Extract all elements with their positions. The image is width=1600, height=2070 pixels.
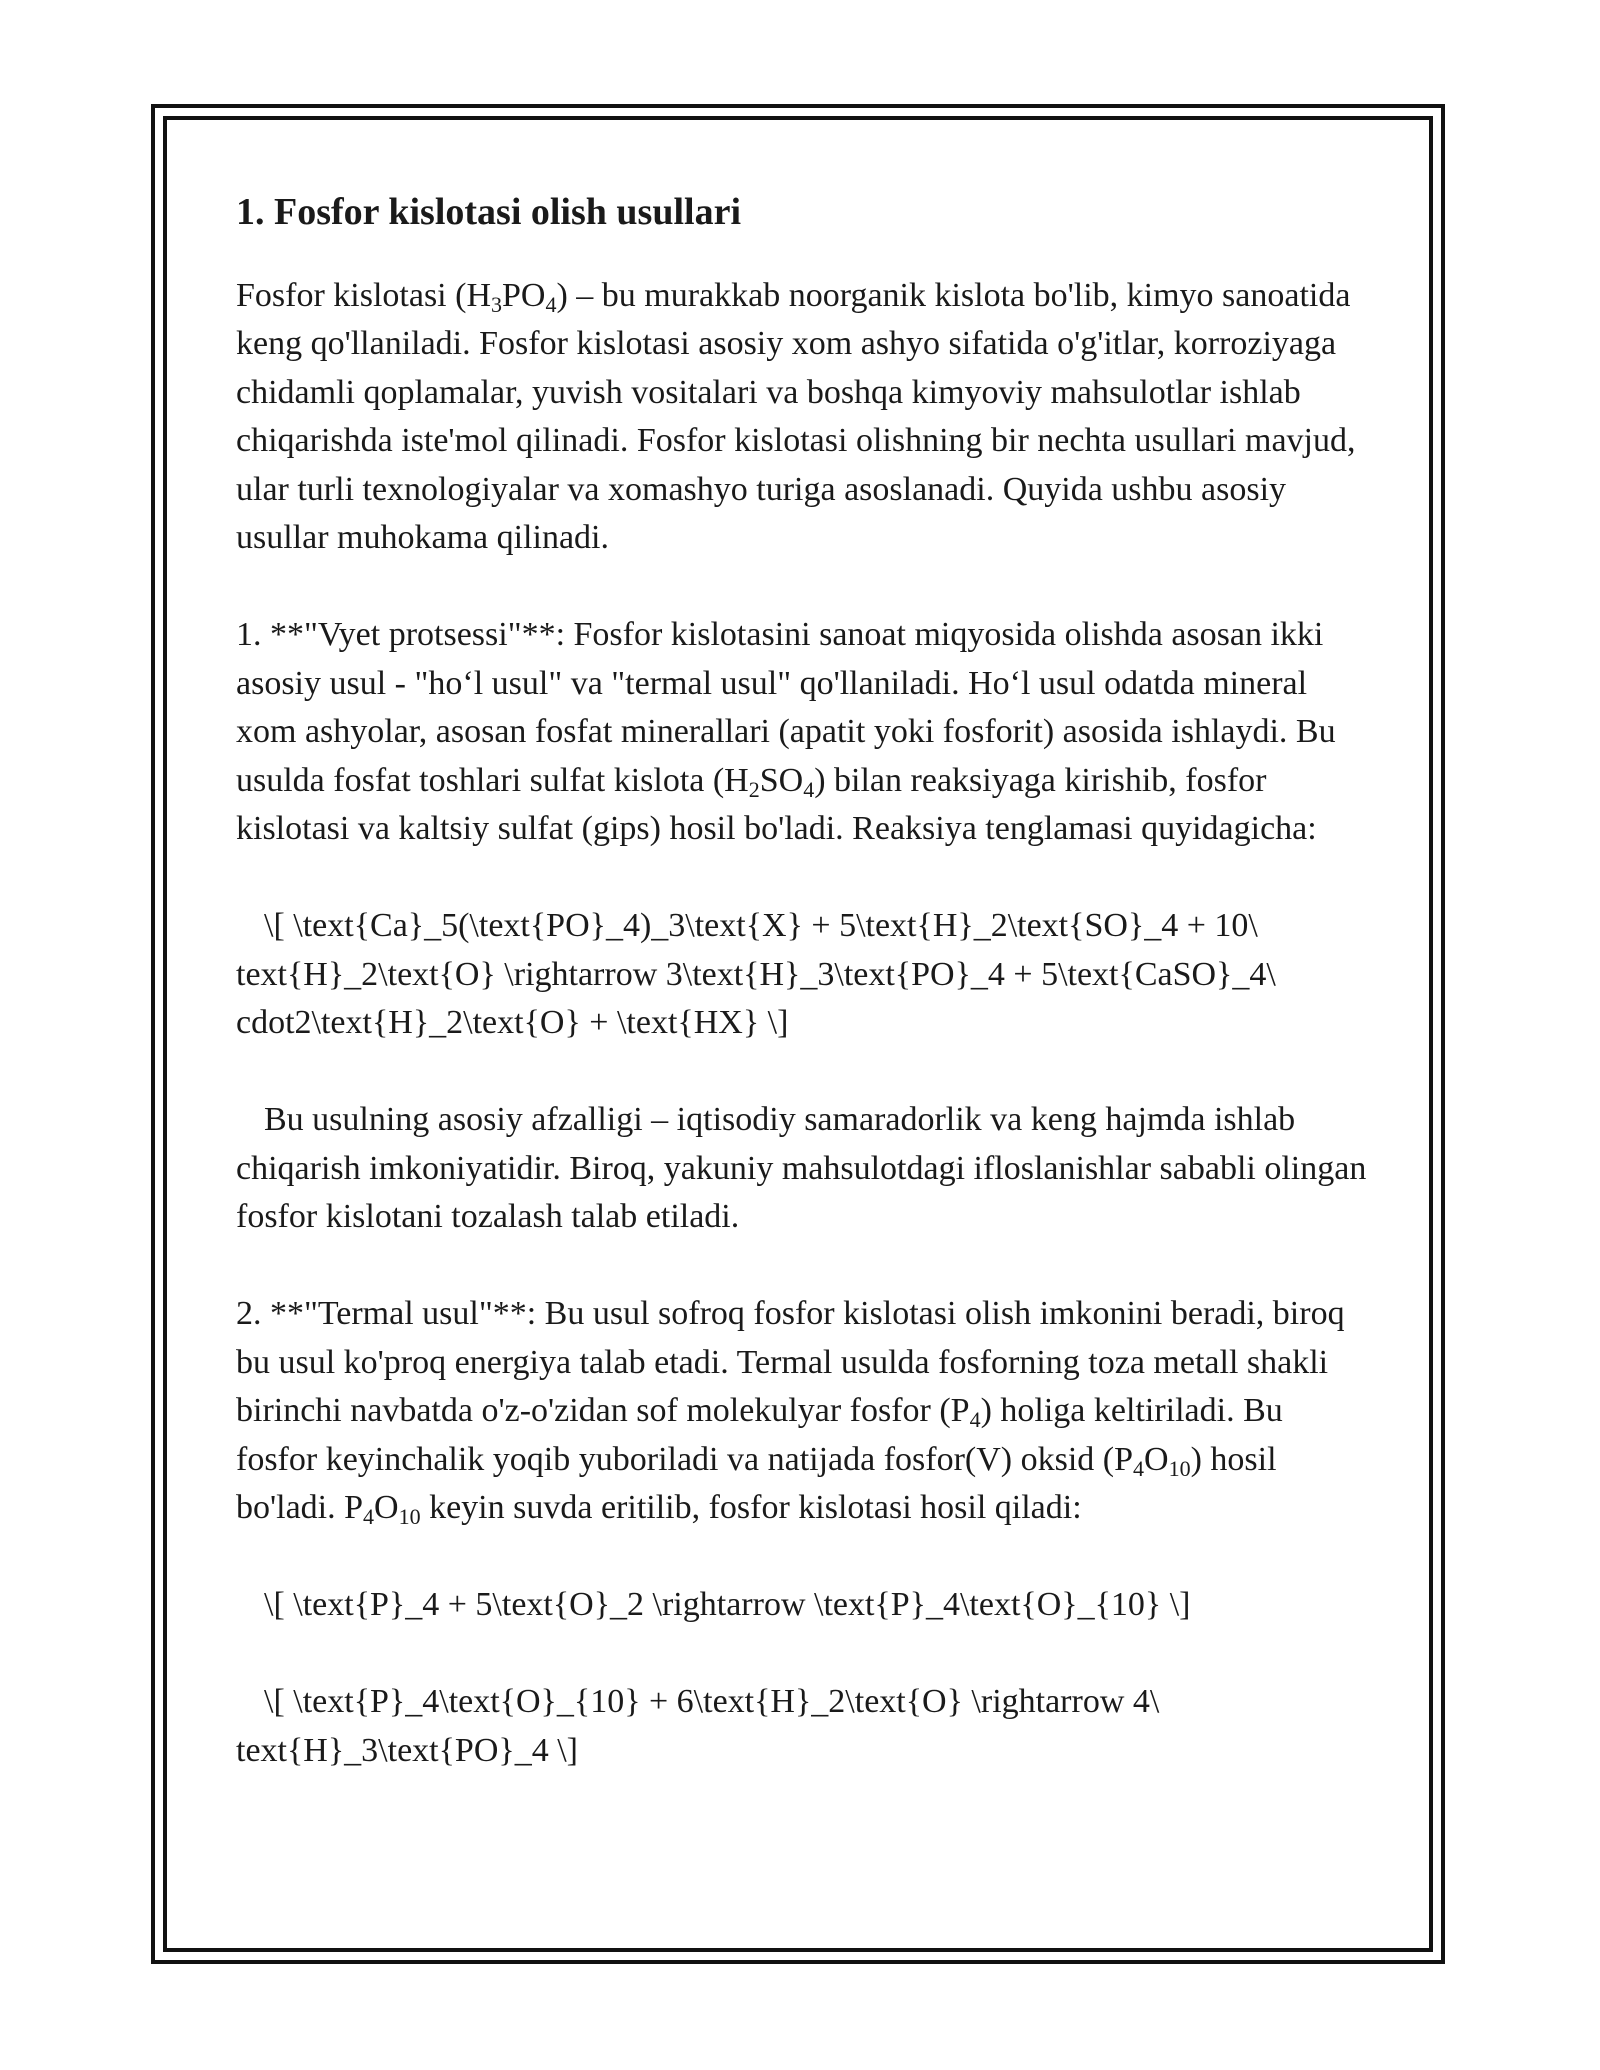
advantage-paragraph: Bu usulning asosiy afzalligi – iqtisodiy samaradorlik va keng hajmda ishlab chiqarish imkoniyatidir. Biroq, yakuniy mahsulotdagi ifloslanishlar sababli olingan fosfor kislotani tozalash talab etiladi. <box>236 1101 1367 1236</box>
intro-paragraph <box>236 272 1371 563</box>
method2-sub-4: 4 <box>363 1504 375 1530</box>
method2-text-c: ) hosil bo'ladi. P <box>236 1440 1277 1527</box>
method1-paragraph <box>236 611 1371 854</box>
method1-text-a: 1. **"Vyet protsessi"**: Fosfor kislotasini sanoat miqyosida olishda asosan ikki asosiy usul - "ho‘l usul" va "termal usul" qo'llaniladi. Ho‘l usul odatda mineral xom ashyolar, asosan fosfat minerallari (apatit yoki fosforit) asosida ishlaydi. Bu usulda fosfat toshlari sulfat kislota (H <box>236 616 1336 799</box>
method1-sub-2: 4 <box>803 776 815 802</box>
method2-formula-mid-1: O <box>1144 1440 1169 1478</box>
method2-paragraph <box>236 1290 1371 1533</box>
intro-text-a: Fosfor kislotasi (H <box>236 276 491 314</box>
method1-sub-1: 2 <box>748 776 760 802</box>
method2-sub-2: 4 <box>1133 1455 1145 1481</box>
method2-text-d: keyin suvda eritilib, fosfor kislotasi hosil qiladi: <box>420 1489 1082 1527</box>
method2-text-a: 2. **"Termal usul"**: Bu usul sofroq fosfor kislotasi olish imkonini beradi, biroq bu usul ko'proq energiya talab etadi. Termal usulda fosforning toza metall shakli birinchi navbatda o'z-o'zidan sof molekulyar fosfor (P <box>236 1295 1345 1430</box>
method2-sub-1: 4 <box>969 1407 981 1433</box>
equation-1: \[ \text{Ca}_5(\text{PO}_4)_3\text{X} + 5\text{H}_2\text{SO}_4 + 10\ text{H}_2\text{O} \rightarrow 3\text{H}_3\text{PO}_4 + 5\text{CaSO}_4\ cdot2\text{H}_2\text{O} + \text{HX} \] <box>236 907 1276 1042</box>
method2-text-b: ) holiga keltiriladi. Bu fosfor keyinchalik yoqib yuboriladi va natijada fosfor(V) oksid (P <box>236 1392 1283 1478</box>
intro-sub-1: 3 <box>491 291 502 317</box>
equation-2: \[ \text{P}_4 + 5\text{O}_2 \rightarrow \text{P}_4\text{O}_{10} \] <box>264 1586 1191 1624</box>
method2-formula-mid-2: O <box>374 1489 399 1527</box>
method2-sub-3: 10 <box>1168 1455 1191 1481</box>
method1-text-b: ) bilan reaksiyaga kirishib, fosfor kislotasi va kaltsiy sulfat (gips) hosil bo'ladi. Reaksiya tenglamasi quyidagicha: <box>236 761 1317 848</box>
document-body <box>236 190 1371 1775</box>
method2-sub-5: 10 <box>398 1504 421 1530</box>
section-heading: 1. Fosfor kislotasi olish usullari <box>236 191 742 233</box>
intro-formula-mid: PO <box>502 276 546 314</box>
intro-sub-2: 4 <box>545 291 557 317</box>
equation-3: \[ \text{P}_4\text{O}_{10} + 6\text{H}_2\text{O} \rightarrow 4\ text{H}_3\text{PO}_4 \] <box>236 1683 1160 1769</box>
method1-formula-mid: SO <box>759 761 804 799</box>
intro-text-b: ) – bu murakkab noorganik kislota bo'lib, kimyo sanoatida keng qo'llaniladi. Fosfor kislotasi asosiy xom ashyo sifatida o'g'itlar, korroziyaga chidamli qoplamalar, yuvish vositalari va boshqa kimyoviy mahsulotlar ishlab chiqarishda iste'mol qilinadi. Fosfor kislotasi olishning bir nechta usullari mavjud, ular turli texnologiyalar va xomashyo turiga asoslanadi. Quyida ushbu asosiy usullar muhokama qilinadi. <box>236 276 1356 557</box>
